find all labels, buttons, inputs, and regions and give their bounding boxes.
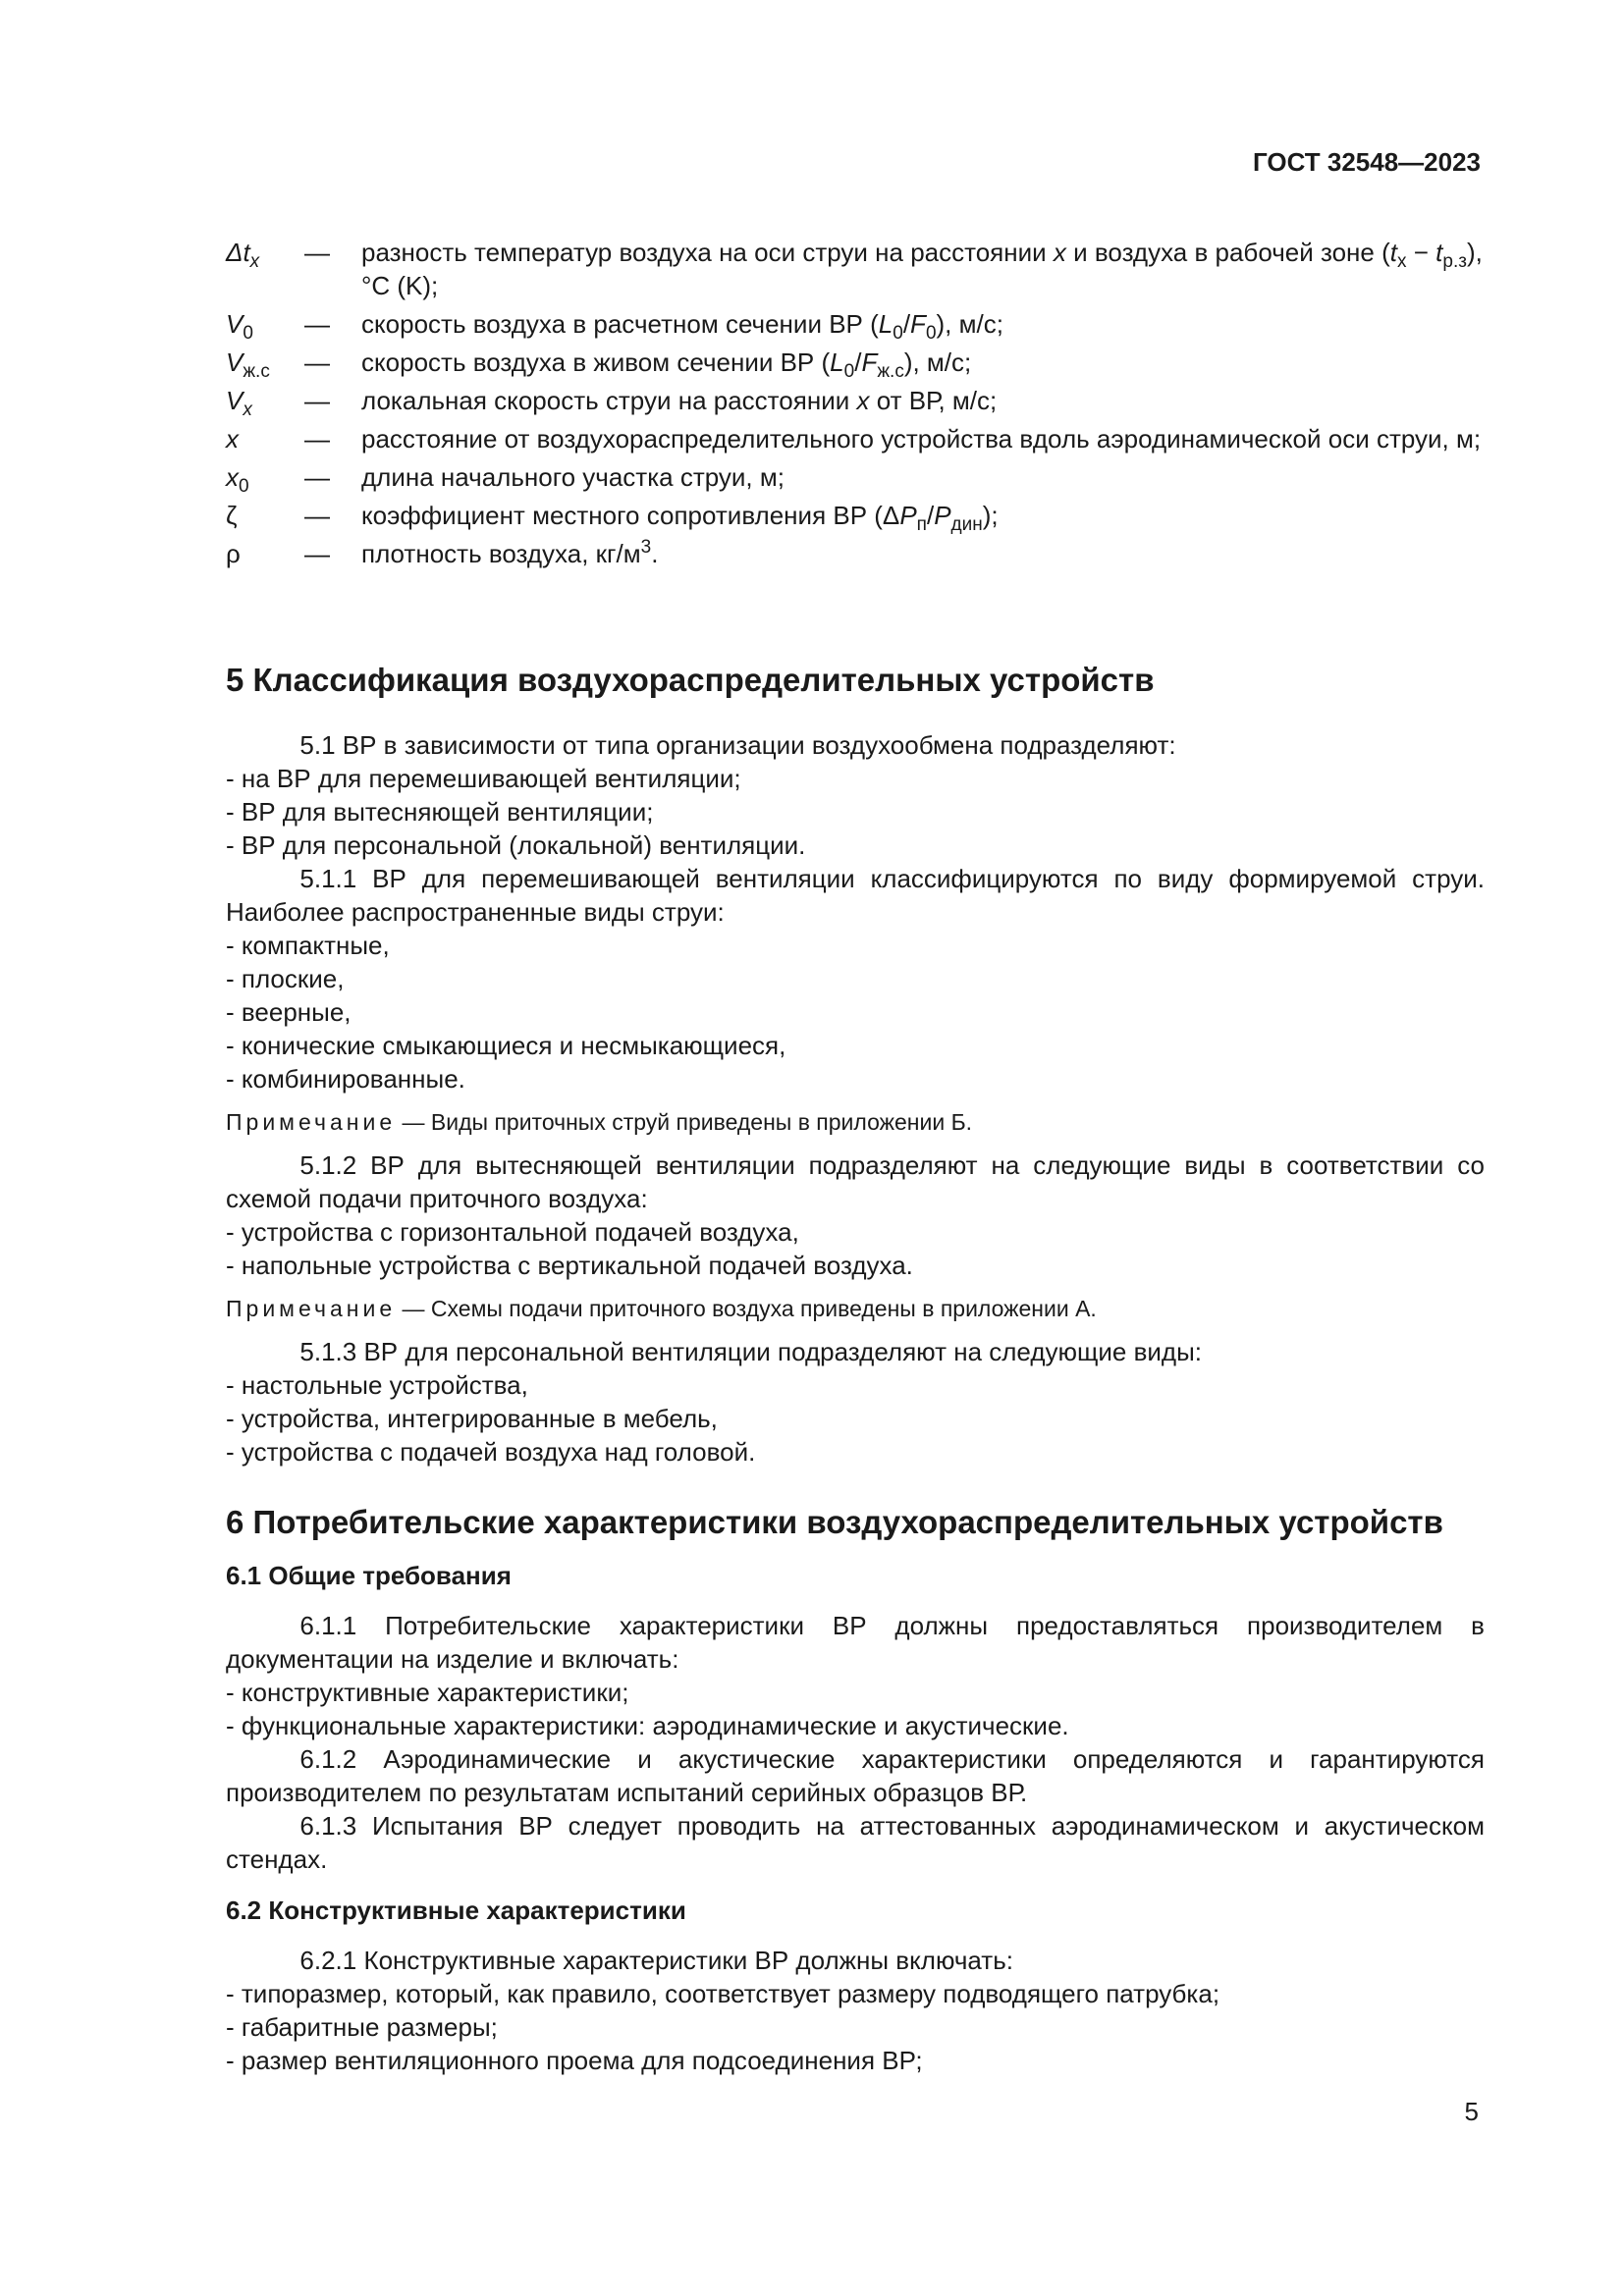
list-item: - типоразмер, который, как правило, соответствует размеру подводящего патрубка;: [226, 1979, 1220, 2008]
list-item: - габаритные размеры;: [226, 2012, 498, 2042]
paragraph-5-1-3: 5.1.3 ВР для персональной вентиляции подразделяют на следующие виды:: [299, 1337, 1203, 1366]
page-number: 5: [1464, 2097, 1479, 2126]
paragraph-6-2-1: 6.2.1 Конструктивные характеристики ВР должны включать:: [299, 1946, 1013, 1975]
definition-symbol: $x_0$: [226, 462, 249, 497]
definition-row: [226, 422, 1483, 455]
definition-text: длина начального участка струи, м;: [361, 462, 785, 492]
definition-row: [226, 236, 1483, 302]
section-5-title: 5 Классификация воздухораспределительных устройств: [226, 662, 1155, 698]
definition-symbol: $\Delta t_x$: [226, 238, 260, 272]
list-item: - плоские,: [226, 964, 345, 993]
list-item: - настольные устройства,: [226, 1370, 528, 1400]
definition-row: [226, 537, 1483, 570]
list-item: - устройства, интегрированные в мебель,: [226, 1404, 718, 1433]
definition-row: [226, 460, 1483, 497]
note-label: Примечание: [226, 1109, 397, 1135]
list-item: - конструктивные характеристики;: [226, 1678, 629, 1707]
definition-text: скорость воздуха в живом сечении ВР $(L_0/F_{ж.с})$, м/с;: [361, 347, 972, 382]
list-item: - компактные,: [226, 931, 390, 960]
list-item: - устройства с подачей воздуха над головой.: [226, 1437, 756, 1467]
definition-row: [226, 307, 1483, 344]
definition-symbol: $V_x$: [226, 386, 252, 420]
list-item: - комбинированные.: [226, 1064, 465, 1094]
list-5-1: [226, 762, 1485, 862]
list-item: - устройства с горизонтальной подачей воздуха,: [226, 1217, 799, 1247]
definition-row: [226, 346, 1483, 382]
list-6-2-1: [226, 1977, 1485, 2077]
list-item: - веерные,: [226, 997, 352, 1027]
subsection-6-2-title: 6.2 Конструктивные характеристики: [226, 1896, 686, 1925]
paragraph-6-1-2: 6.1.2 Аэродинамические и акустические характеристики определяются и гарантируются производителем по результатам испытаний серийных образцов ВР.: [226, 1744, 1485, 1807]
definition-dash: —: [304, 539, 330, 568]
list-5-1-1: [226, 929, 1485, 1095]
list-item: - конические смыкающиеся и несмыкающиеся,: [226, 1031, 786, 1060]
definition-text: расстояние от воздухораспределительного устройства вдоль аэродинамической оси струи, м;: [361, 424, 1482, 454]
definition-text: плотность воздуха, $кг/м^3$.: [361, 537, 659, 568]
definition-symbol: $V_{ж.с}$: [226, 347, 270, 382]
definition-text: коэффициент местного сопротивления ВР $(\Delta P_п/P_{дин})$;: [361, 501, 999, 535]
subsection-6-1-title: 6.1 Общие требования: [226, 1561, 512, 1590]
paragraph-6-1-1: 6.1.1 Потребительские характеристики ВР должны предоставляться производителем в документации на изделие и включать:: [226, 1611, 1485, 1674]
note-text: — Виды приточных струй приведены в приложении Б.: [396, 1109, 973, 1135]
definition-dash: —: [304, 424, 330, 454]
definition-row: [226, 384, 1483, 420]
note-label: Примечание: [226, 1296, 397, 1321]
list-item: - напольные устройства с вертикальной подачей воздуха.: [226, 1251, 913, 1280]
paragraph-5-1: 5.1 ВР в зависимости от типа организации воздухообмена подразделяют:: [299, 730, 1176, 760]
paragraph-6-1-3: 6.1.3 Испытания ВР следует проводить на аттестованных аэродинамическом и акустическом стендах.: [226, 1811, 1485, 1874]
definition-row: [226, 499, 1483, 535]
definition-dash: —: [304, 501, 330, 530]
note-1: [226, 1107, 1485, 1137]
definition-dash: —: [304, 347, 330, 377]
symbol-definitions: [226, 236, 1483, 575]
definition-symbol: ζ: [226, 501, 238, 530]
note-2: [226, 1294, 1485, 1323]
list-item: - на ВР для перемешивающей вентиляции;: [226, 764, 741, 793]
list-6-1-1: [226, 1676, 1485, 1742]
paragraph-5-1-1: 5.1.1 ВР для перемешивающей вентиляции классифицируются по виду формируемой струи. Наиболее распространенные виды струи:: [226, 864, 1485, 927]
list-item: - ВР для вытесняющей вентиляции;: [226, 797, 654, 827]
paragraph-5-1-2: 5.1.2 ВР для вытесняющей вентиляции подразделяют на следующие виды в соответствии со схемой подачи приточного воздуха:: [226, 1150, 1485, 1213]
definition-symbol: $V_0$: [226, 309, 253, 344]
list-5-1-2: [226, 1215, 1485, 1282]
definition-dash: —: [304, 386, 330, 415]
note-text: — Схемы подачи приточного воздуха приведены в приложении А.: [396, 1296, 1097, 1321]
list-5-1-3: [226, 1368, 1485, 1468]
section-6-title: 6 Потребительские характеристики воздухораспределительных устройств: [226, 1504, 1443, 1540]
definition-text: локальная скорость струи на расстоянии x от ВР, м/с;: [361, 386, 998, 415]
definition-dash: —: [304, 462, 330, 492]
definition-text: скорость воздуха в расчетном сечении ВР $(L_0/F_0)$, м/с;: [361, 309, 1003, 344]
list-item: - функциональные характеристики: аэродинамические и акустические.: [226, 1711, 1069, 1740]
definition-symbol: ρ: [226, 539, 241, 568]
definition-dash: —: [304, 309, 330, 339]
document-code: ГОСТ 32548—2023: [1253, 147, 1481, 177]
main-content: [226, 660, 1485, 2077]
list-item: - размер вентиляционного проема для подсоединения ВР;: [226, 2046, 923, 2075]
list-item: - ВР для персональной (локальной) вентиляции.: [226, 830, 806, 860]
definition-text: разность температур воздуха на оси струи на расстоянии x и воздуха в рабочей зоне $(t_x - t_{р.з})$, °С (K);: [361, 238, 1483, 300]
definition-symbol: x: [226, 424, 239, 454]
definition-dash: —: [304, 238, 330, 267]
